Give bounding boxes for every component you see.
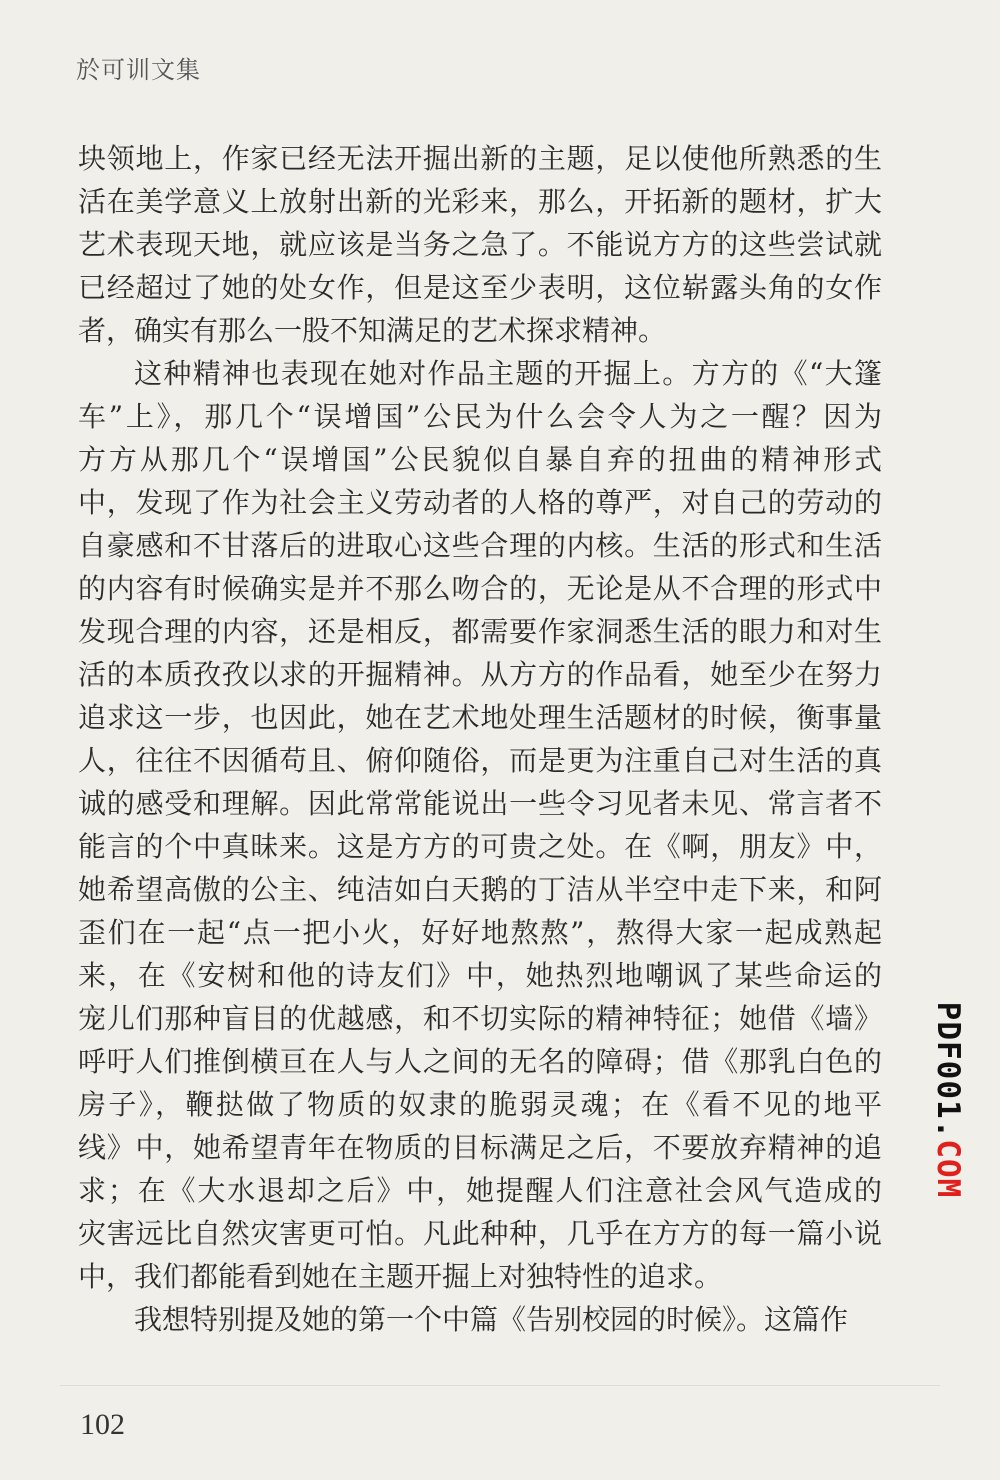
text-line: 人，往往不因循苟且、俯仰随俗，而是更为注重自己对生活的真 — [78, 744, 882, 777]
text-line: 房子》，鞭挞做了物质的奴隶的脆弱灵魂；在《看不见的地平 — [78, 1088, 882, 1121]
text-line: 求；在《大水退却之后》中，她提醒人们注意社会风气造成的 — [78, 1174, 882, 1207]
text-line: 能言的个中真昧来。这是方方的可贵之处。在《啊，朋友》中， — [78, 830, 882, 863]
text-line: 她希望高傲的公主、纯洁如白天鹅的丁洁从半空中走下来，和阿 — [78, 873, 882, 906]
watermark-text — [930, 1002, 966, 1199]
running-title: 於可训文集 — [76, 56, 201, 84]
body-text — [78, 137, 882, 1341]
text-line: 灾害远比自然灾害更可怕。凡此种种，几乎在方方的每一篇小说 — [78, 1217, 882, 1250]
text-line: 发现合理的内容，还是相反，都需要作家洞悉生活的眼力和对生 — [78, 615, 882, 648]
text-line: 艺术表现天地，就应该是当务之急了。不能说方方的这些尝试就 — [78, 228, 882, 261]
watermark-text-main: PDF001. — [930, 1001, 966, 1140]
footer-divider — [60, 1385, 940, 1386]
text-line: 呼吁人们推倒横亘在人与人之间的无名的障碍；借《那乳白色的 — [78, 1045, 882, 1078]
text-line: 活在美学意义上放射出新的光彩来，那么，开拓新的题材，扩大 — [78, 185, 882, 218]
text-line: 块领地上，作家已经无法开掘出新的主题，足以使他所熟悉的生 — [78, 142, 882, 175]
text-line: 我想特别提及她的第一个中篇《告别校园的时候》。这篇作 — [134, 1303, 849, 1336]
text-line: 线》中，她希望青年在物质的目标满足之后，不要放弃精神的追 — [78, 1131, 882, 1164]
watermark-text-accent: COM — [930, 1139, 966, 1199]
text-line: 歪们在一起“点一把小火，好好地熬熬”，熬得大家一起成熟起 — [78, 916, 882, 949]
page-number: 102 — [80, 1408, 125, 1441]
text-line: 活的本质孜孜以求的开掘精神。从方方的作品看，她至少在努力 — [78, 658, 882, 691]
text-line: 的内容有时候确实是并不那么吻合的，无论是从不合理的形式中 — [78, 572, 882, 605]
text-line: 追求这一步，也因此，她在艺术地处理生活题材的时候，衡事量 — [78, 701, 882, 734]
text-line: 方方从那几个“误增国”公民貌似自暴自弃的扭曲的精神形式 — [78, 443, 882, 476]
text-line: 这种精神也表现在她对作品主题的开掘上。方方的《“大篷 — [134, 357, 882, 390]
text-line: 者，确实有那么一股不知满足的艺术探求精神。 — [78, 314, 667, 347]
text-line: 车”上》，那几个“误增国”公民为什么会令人为之一醒？因为 — [78, 400, 882, 433]
watermark — [908, 1001, 988, 1199]
text-line: 宠儿们那种盲目的优越感，和不切实际的精神特征；她借《墙》 — [78, 1002, 882, 1035]
text-line: 已经超过了她的处女作，但是这至少表明，这位崭露头角的女作 — [78, 271, 882, 304]
text-line: 中，发现了作为社会主义劳动者的人格的尊严，对自己的劳动的 — [78, 486, 882, 519]
text-line: 来，在《安树和他的诗友们》中，她热烈地嘲讽了某些命运的 — [78, 959, 882, 992]
text-line: 中，我们都能看到她在主题开掘上对独特性的追求。 — [78, 1260, 723, 1293]
text-line: 自豪感和不甘落后的进取心这些合理的内核。生活的形式和生活 — [78, 529, 882, 562]
text-line: 诚的感受和理解。因此常常能说出一些令习见者未见、常言者不 — [78, 787, 882, 820]
